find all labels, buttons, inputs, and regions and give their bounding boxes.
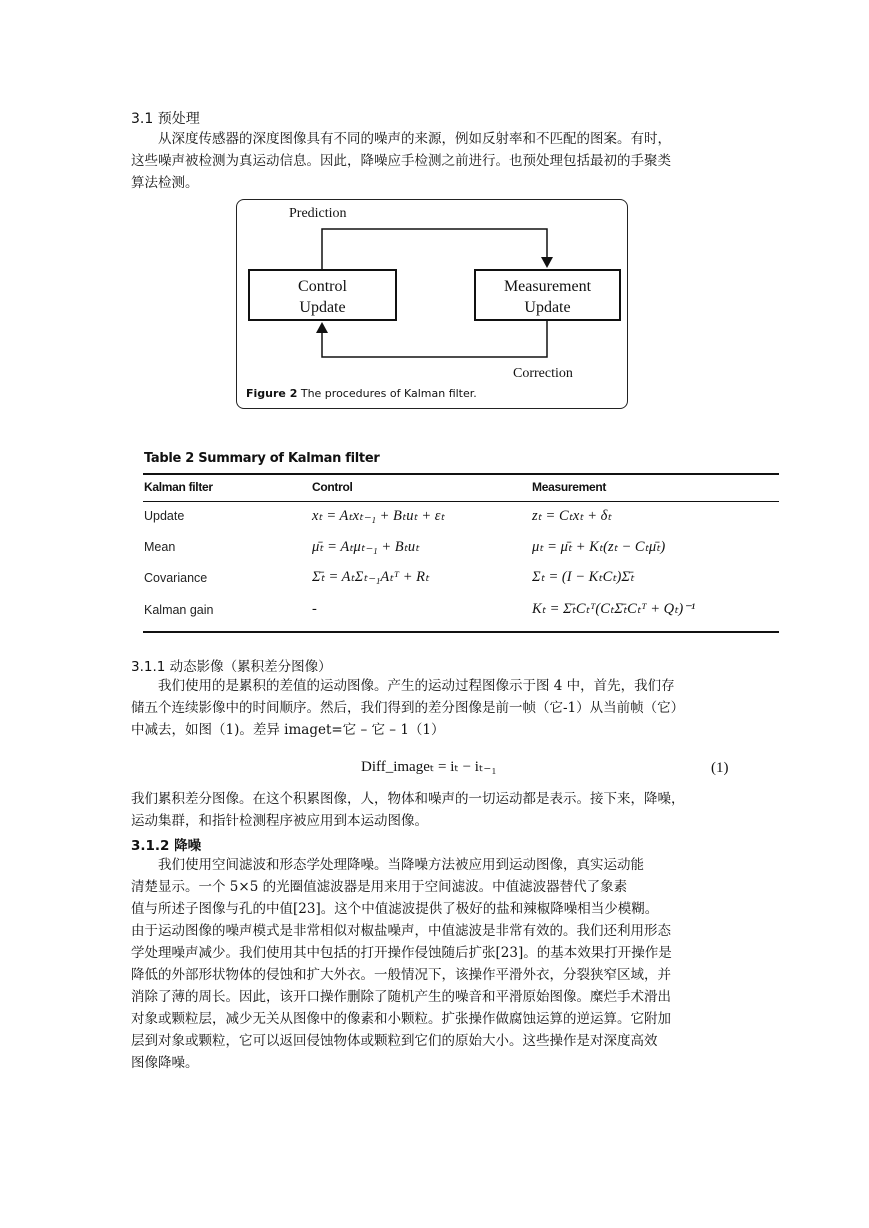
figure-caption: Figure 2 The procedures of Kalman filter. [246, 387, 477, 400]
difference-equation: Diff_imageₜ = iₜ − iₜ₋₁ [361, 759, 497, 775]
correction-arrow [322, 320, 547, 357]
row-label: Covariance [144, 571, 208, 585]
section-3-1-1-after [131, 788, 751, 832]
control-update-box [248, 269, 397, 321]
paragraph-line: 我们使用空间滤波和形态学处理降噪。当降噪方法被应用到运动图像，真实运动能 [158, 857, 644, 873]
box-label: Control [298, 278, 347, 295]
prediction-arrow [322, 229, 547, 269]
paragraph-line: 清楚显示。一个 5×5 的光圈值滤波器是用来用于空间滤波。中值滤波器替代了象素 [131, 879, 628, 895]
correction-label: Correction [513, 366, 573, 381]
paragraph-line: 从深度传感器的深度图像具有不同的噪声的来源，例如反射率和不匹配的图案。有时， [158, 131, 671, 147]
paragraph-line: 值与所述子图像与孔的中值[23]。这个中值滤波提供了极好的盐和辣椒降噪相当少模糊。 [131, 901, 659, 917]
row-label: Mean [144, 540, 176, 554]
paragraph-line: 消除了薄的周长。因此，该开口操作删除了随机产生的噪音和平滑原始图像。糜烂手术滑出 [131, 989, 671, 1005]
equation-number: (1) [711, 760, 729, 776]
row-label: Kalman gain [144, 603, 214, 617]
paragraph-line: 我们使用的是累积的差值的运动图像。产生的运动过程图像示于图 4 中，首先，我们存 [158, 678, 675, 694]
paragraph-line: 学处理噪声减少。我们使用其中包括的打开操作侵蚀随后扩张[23]。的基本效果打开操作是 [131, 945, 672, 961]
paragraph-line: 对象或颗粒层，减少无关从图像中的像素和小颗粒。扩张操作做腐蚀运算的逆运算。它附加 [131, 1011, 671, 1027]
paragraph-line: 中减去，如图（1)。差异 imaget=它 – 它 – 1（1） [131, 722, 445, 738]
measurement-formula: μₜ = μ̄ₜ + Kₜ(zₜ − Cₜμ̄ₜ) [532, 539, 666, 555]
section-3-1-text [131, 128, 751, 194]
kalman-figure [236, 199, 628, 409]
section-heading-3-1-1: 3.1.1 动态影像（累积差分图像） [131, 659, 332, 675]
header-cell: Control [312, 480, 353, 494]
box-label: Update [524, 299, 571, 316]
table-bottom-rule [143, 631, 779, 633]
correction-arrowhead [316, 322, 328, 333]
paragraph-line: 降低的外部形状物体的侵蚀和扩大外衣。一般情况下，该操作平滑外衣，分裂狭窄区域，并 [131, 967, 671, 983]
paragraph-line: 我们累积差分图像。在这个积累图像，人，物体和噪声的一切运动都是表示。接下来，降噪， [131, 791, 685, 807]
measurement-update-box [474, 269, 621, 321]
paragraph-line: 由于运动图像的噪声模式是非常相似对椒盐噪声，中值滤波是非常有效的。我们还利用形态 [131, 923, 671, 939]
paragraph-line: 运动集群，和指针检测程序被应用到本运动图像。 [131, 813, 428, 829]
paragraph-line: 图像降噪。 [131, 1055, 199, 1071]
section-heading-3-1: 3.1 预处理 [131, 111, 200, 127]
measurement-formula: zₜ = Cₜxₜ + δₜ [532, 508, 612, 524]
row-label: Update [144, 509, 185, 523]
measurement-formula: Σₜ = (I − KₜCₜ)Σ̄ₜ [532, 569, 635, 585]
table-top-rule [143, 473, 779, 475]
paragraph-line: 储五个连续影像中的时间顺序。然后，我们得到的差分图像是前一帧（它-1）从当前帧（它） [131, 700, 685, 716]
header-cell: Kalman filter [144, 480, 213, 494]
prediction-arrowhead [541, 257, 553, 268]
paragraph-line: 算法检测。 [131, 175, 199, 191]
section-3-1-2-text [131, 854, 751, 1074]
box-label: Measurement [503, 278, 592, 295]
paragraph-line: 这些噪声被检测为真运动信息。因此，降噪应手检测之前进行。也预处理包括最初的手聚类 [131, 153, 671, 169]
section-heading-3-1-2: 3.1.2 降噪 [131, 838, 202, 854]
box-label: Update [299, 299, 346, 316]
prediction-label: Prediction [289, 206, 347, 221]
control-formula: Σ̄ₜ = AₜΣₜ₋₁Aₜᵀ + Rₜ [312, 569, 430, 585]
table-header-rule [143, 501, 779, 502]
table-title: Table 2 Summary of Kalman filter [144, 451, 380, 466]
control-formula: - [312, 601, 317, 617]
header-cell: Measurement [532, 480, 607, 494]
measurement-formula: Kₜ = Σ̄ₜCₜᵀ(CₜΣ̄ₜCₜᵀ + Qₜ)⁻¹ [532, 601, 696, 617]
control-formula: xₜ = Aₜxₜ₋₁ + Bₜuₜ + εₜ [312, 508, 445, 524]
control-formula: μ̄ₜ = Aₜμₜ₋₁ + Bₜuₜ [312, 539, 420, 555]
section-3-1-1-text [131, 675, 751, 741]
paragraph-line: 层到对象或颗粒，它可以返回侵蚀物体或颗粒到它们的原始大小。这些操作是对深度高效 [131, 1033, 658, 1049]
